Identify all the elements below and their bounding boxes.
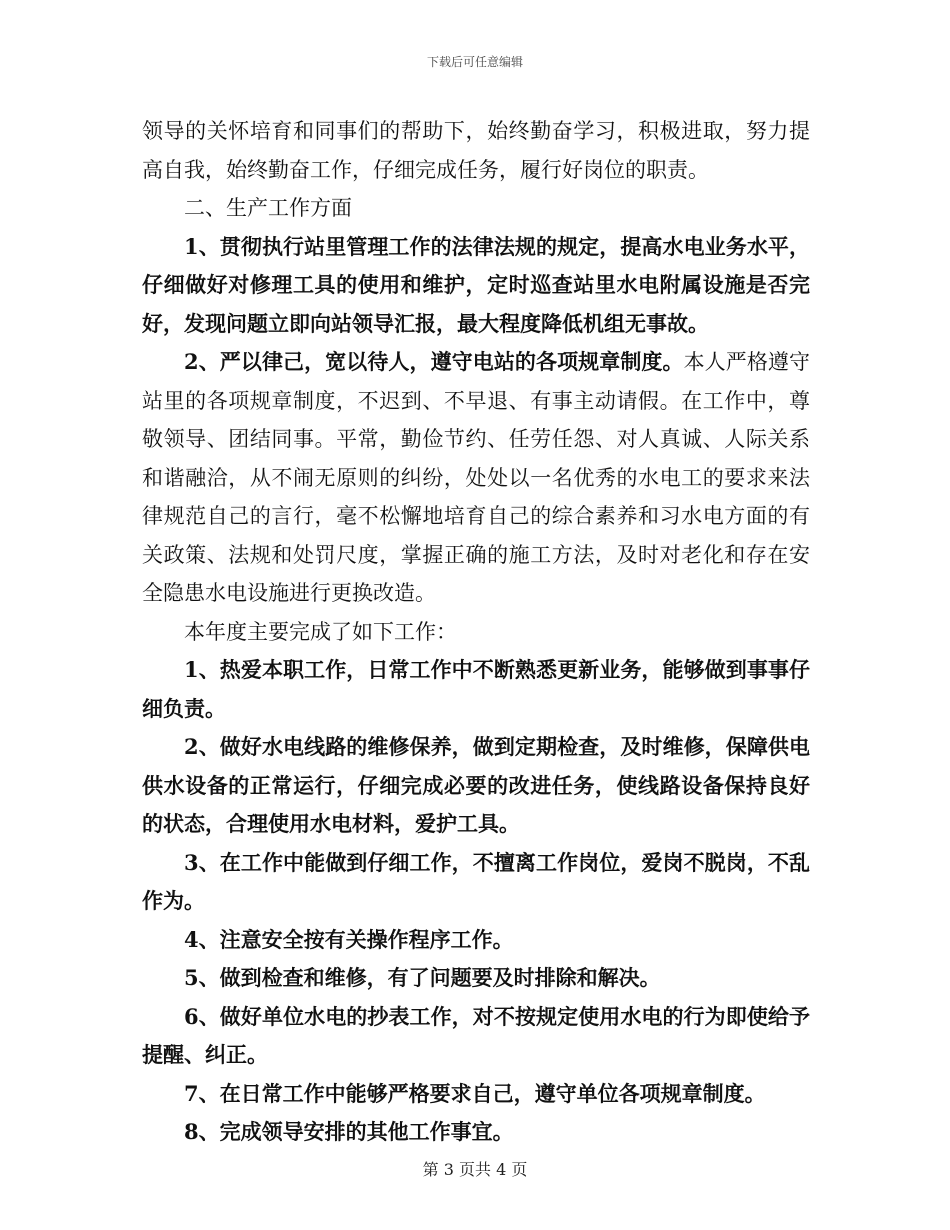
page-header-note: 下载后可任意编辑 bbox=[426, 55, 523, 69]
paragraph-item-1: 1、贯彻执行站里管理工作的法律法规的规定，提高水电业务水平，仔细做好对修理工具的使用和维护，定时巡查站里水电附属设施是否完好，发现问题立即向站领导汇报，最大程度降低机组无事故。 bbox=[142, 233, 810, 336]
work-item-7: 7、在日常工作中能够严格要求自己，遵守单位各项规章制度。 bbox=[184, 1080, 766, 1106]
paragraph-year-summary: 本年度主要完成了如下工作： bbox=[184, 619, 457, 644]
paragraph-intro: 领导的关怀培育和同事们的帮助下，始终勤奋学习，积极进取，努力提高自我，始终勤奋工作，仔细完成任务，履行好岗位的职责。 bbox=[142, 119, 810, 182]
paragraph-item-2 bbox=[142, 343, 810, 613]
work-item-5: 5、做到检查和维修，有了问题要及时排除和解决。 bbox=[184, 965, 661, 990]
work-item-8: 8、完成领导安排的其他工作事宜。 bbox=[184, 1119, 514, 1144]
work-item-3: 3、在工作中能做到仔细工作，不擅离工作岗位，爱岗不脱岗，不乱作为。 bbox=[142, 849, 810, 913]
paragraph-item-2-lead: 2、严以律己，宽以待人，遵守电站的各项规章制度。 bbox=[184, 349, 684, 374]
section-heading-production: 二、生产工作方面 bbox=[184, 196, 352, 220]
document-body bbox=[142, 112, 810, 1152]
page-number: 第 3 页共 4 页 bbox=[422, 1160, 528, 1179]
work-item-4: 4、注意安全按有关操作程序工作。 bbox=[184, 926, 514, 952]
work-item-6: 6、做好单位水电的抄表工作，对不按规定使用水电的行为即使给予提醒、纠正。 bbox=[142, 1003, 810, 1067]
paragraph-item-2-body: 本人严格遵守站里的各项规章制度，不迟到、不早退、有事主动请假。在工作中，尊敬领导、团结同事。平常，勤俭节约、任劳任怨、对人真诚、人际关系和谐融洽，从不闹无原则的纠纷，处处以一名优秀的水电工的要求来法律规范自己的言行，毫不松懈地培育自己的综合素养和习水电方面的有关政策、法规和处罚尺度，掌握正确的施工方法，及时对老化和存在安全隐患水电设施进行更换改造。 bbox=[142, 350, 810, 605]
work-item-1: 1、热爱本职工作，日常工作中不断熟悉更新业务，能够做到事事仔细负责。 bbox=[142, 657, 810, 721]
work-item-2: 2、做好水电线路的维修保养，做到定期检查，及时维修，保障供电供水设备的正常运行，仔细完成必要的改进任务，使线路设备保持良好的状态，合理使用水电材料，爱护工具。 bbox=[142, 734, 810, 836]
